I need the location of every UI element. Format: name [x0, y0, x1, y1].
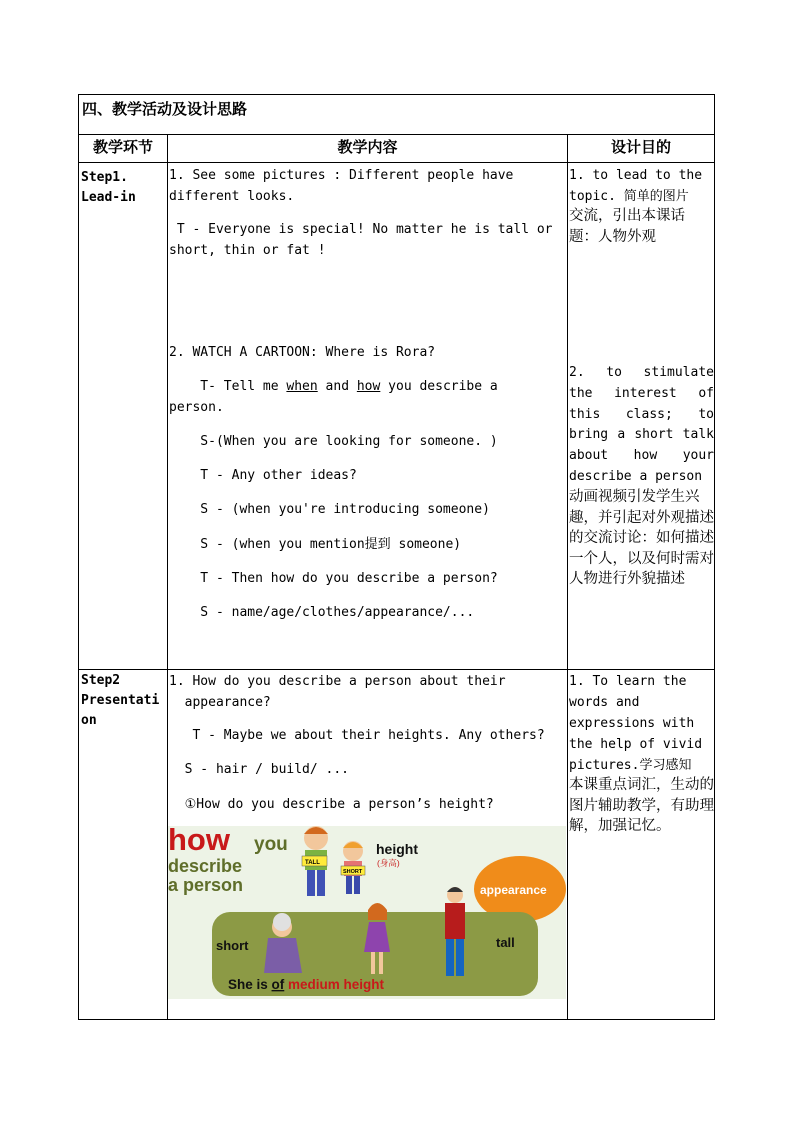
header-step: 教学环节 — [92, 138, 153, 156]
step1-purpose1-en: 1. to lead to the topic. 简单的图片 — [569, 168, 703, 204]
picture-describe-text: describe — [168, 856, 243, 876]
step2-para2: T - Maybe we about their heights. Any others? — [169, 728, 545, 743]
height-vocabulary-illustration — [168, 826, 566, 999]
step1-purpose1-cn: 交流，引出本课话题：人物外观 — [569, 208, 685, 245]
picture-height-text: height — [376, 841, 418, 857]
step1-para4: T- Tell me when and how you describe a person. — [169, 379, 498, 415]
step1-para6: T - Any other ideas? — [169, 468, 357, 483]
picture-height-cn-text: (身高) — [377, 858, 400, 868]
step2-para3: S - hair / build/ ... — [169, 762, 350, 777]
step2-label: Step2 Presentati on — [81, 673, 160, 728]
header-purpose: 设计目的 — [610, 138, 671, 156]
step1-label: Step1. Lead-in — [81, 170, 136, 205]
step1-purpose2-en: 2. to stimulate the interest of this class; to bring a short talk about how your describe a person — [569, 365, 714, 484]
picture-you-text: you — [254, 834, 288, 855]
step1-para5: S-(When you are looking for someone. ) — [169, 434, 498, 449]
step1-para9: T - Then how do you describe a person? — [169, 571, 498, 586]
column-divider — [567, 134, 568, 1019]
step2-purpose-en: 1. To learn the words and expressions with the help of vivid pictures.学习感知 — [569, 674, 703, 773]
step1-para10: S - name/age/clothes/appearance/... — [169, 605, 475, 620]
step1-purpose2-cn: 动画视频引发学生兴趣，并引起对外观描述的交流讨论：如何描述一个人，以及何时需对人物进行外貌描述 — [569, 489, 714, 587]
row-divider — [79, 162, 714, 163]
picture-a-person-text: a person — [168, 875, 244, 895]
picture-tall-text: tall — [496, 935, 515, 950]
section-title: 四、教学活动及设计思路 — [82, 100, 248, 118]
step1-para3: 2. WATCH A CARTOON: Where is Rora? — [169, 345, 436, 360]
picture-caption: She is of medium height — [228, 977, 385, 992]
step2-para4: ①How do you describe a person’s height? — [169, 797, 494, 812]
picture-short-text: short — [216, 938, 249, 953]
step1-para2: T - Everyone is special! No matter he is tall or short, thin or fat ! — [169, 222, 553, 258]
step1-para7: S - (when you're introducing someone) — [169, 502, 490, 517]
picture-appearance-text: appearance — [480, 883, 547, 897]
step2-para1: 1. How do you describe a person about their appearance? — [169, 674, 506, 710]
step1-para1: 1. See some pictures : Different people have different looks. — [169, 168, 514, 204]
short-sign-text: SHORT — [343, 869, 363, 875]
picture-how-text: how — [168, 826, 230, 857]
step2-purpose-cn: 本课重点词汇，生动的图片辅助教学，有助理解，加强记忆。 — [569, 777, 714, 834]
header-content: 教学内容 — [337, 138, 398, 156]
row-divider — [79, 669, 714, 670]
step1-para8: S - (when you mention提到 someone) — [169, 537, 462, 552]
tall-sign-text: TALL — [305, 860, 320, 866]
lesson-table — [78, 94, 715, 1020]
